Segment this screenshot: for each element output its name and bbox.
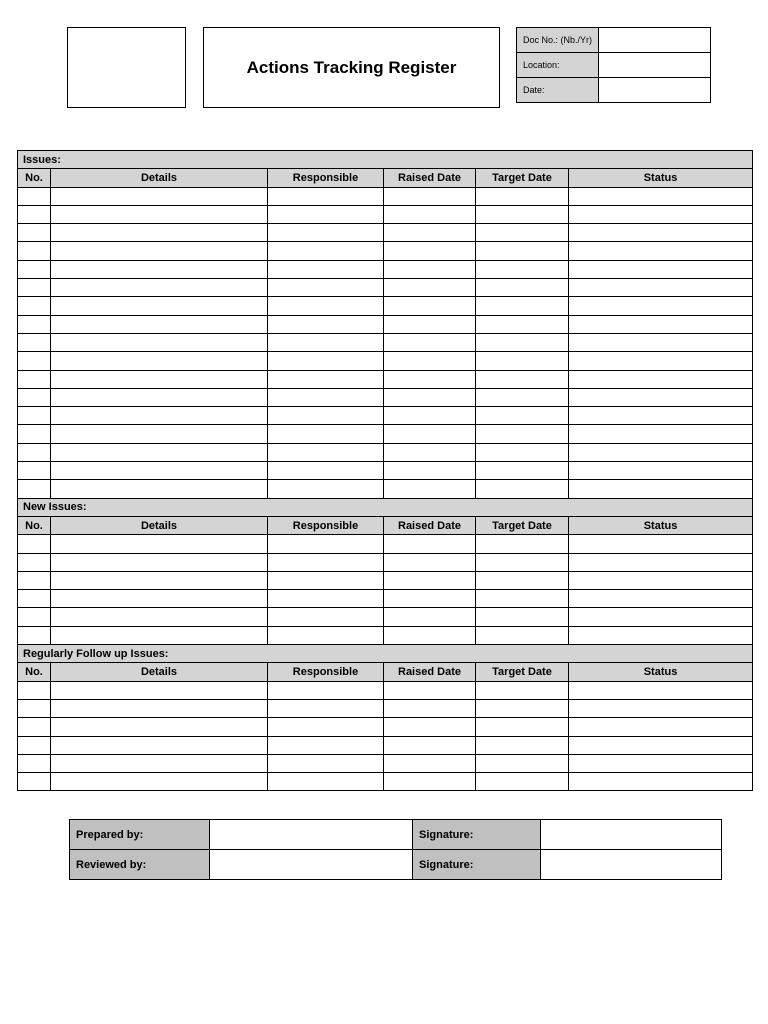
table-row xyxy=(18,571,753,589)
table-row xyxy=(18,681,753,699)
cell-no[interactable] xyxy=(18,352,51,370)
cell-details[interactable] xyxy=(51,297,268,315)
cell-no[interactable] xyxy=(18,535,51,553)
cell-no[interactable] xyxy=(18,388,51,406)
prepared-signature-label: Signature: xyxy=(413,820,541,850)
meta-label-doc-no: Doc No.: (Nb./Yr) xyxy=(517,28,599,53)
cell-raised-date[interactable] xyxy=(384,699,476,717)
table-row xyxy=(18,279,753,297)
table-row xyxy=(18,699,753,717)
meta-row xyxy=(517,28,711,53)
cell-status[interactable] xyxy=(569,462,753,480)
cell-details[interactable] xyxy=(51,352,268,370)
cell-status[interactable] xyxy=(569,187,753,205)
meta-value-location[interactable] xyxy=(599,53,711,78)
cell-responsible[interactable] xyxy=(268,553,384,571)
cell-no[interactable] xyxy=(18,773,51,791)
cell-raised-date[interactable] xyxy=(384,388,476,406)
cell-details[interactable] xyxy=(51,370,268,388)
cell-responsible[interactable] xyxy=(268,297,384,315)
signoff-table xyxy=(69,819,722,880)
cell-no[interactable] xyxy=(18,187,51,205)
cell-responsible[interactable] xyxy=(268,462,384,480)
section-title: New Issues: xyxy=(18,498,753,516)
cell-details[interactable] xyxy=(51,315,268,333)
cell-status[interactable] xyxy=(569,407,753,425)
section-title: Regularly Follow up Issues: xyxy=(18,645,753,663)
cell-details[interactable] xyxy=(51,205,268,223)
table-row xyxy=(18,773,753,791)
cell-responsible[interactable] xyxy=(268,681,384,699)
cell-raised-date[interactable] xyxy=(384,590,476,608)
cell-no[interactable] xyxy=(18,480,51,498)
reviewed-by-label: Reviewed by: xyxy=(70,850,210,880)
column-header-details: Details xyxy=(51,516,268,534)
cell-status[interactable] xyxy=(569,571,753,589)
cell-details[interactable] xyxy=(51,260,268,278)
cell-raised-date[interactable] xyxy=(384,425,476,443)
cell-target-date[interactable] xyxy=(476,370,569,388)
cell-target-date[interactable] xyxy=(476,681,569,699)
cell-details[interactable] xyxy=(51,462,268,480)
cell-raised-date[interactable] xyxy=(384,187,476,205)
cell-no[interactable] xyxy=(18,571,51,589)
cell-no[interactable] xyxy=(18,553,51,571)
column-header-target-date: Target Date xyxy=(476,169,569,187)
cell-responsible[interactable] xyxy=(268,736,384,754)
cell-details[interactable] xyxy=(51,773,268,791)
cell-responsible[interactable] xyxy=(268,388,384,406)
cell-target-date[interactable] xyxy=(476,279,569,297)
table-row xyxy=(18,352,753,370)
cell-raised-date[interactable] xyxy=(384,736,476,754)
cell-target-date[interactable] xyxy=(476,480,569,498)
cell-raised-date[interactable] xyxy=(384,242,476,260)
cell-responsible[interactable] xyxy=(268,773,384,791)
cell-target-date[interactable] xyxy=(476,407,569,425)
cell-target-date[interactable] xyxy=(476,608,569,626)
table-row xyxy=(18,297,753,315)
cell-status[interactable] xyxy=(569,297,753,315)
column-header-target-date: Target Date xyxy=(476,663,569,681)
cell-no[interactable] xyxy=(18,260,51,278)
cell-raised-date[interactable] xyxy=(384,443,476,461)
cell-status[interactable] xyxy=(569,388,753,406)
reviewed-by-field[interactable] xyxy=(210,850,413,880)
cell-target-date[interactable] xyxy=(476,462,569,480)
meta-label-date: Date: xyxy=(517,78,599,103)
cell-responsible[interactable] xyxy=(268,187,384,205)
cell-status[interactable] xyxy=(569,736,753,754)
cell-status[interactable] xyxy=(569,315,753,333)
cell-status[interactable] xyxy=(569,205,753,223)
cell-status[interactable] xyxy=(569,590,753,608)
cell-target-date[interactable] xyxy=(476,553,569,571)
meta-row xyxy=(517,53,711,78)
column-header-status: Status xyxy=(569,516,753,534)
actions-register-table xyxy=(17,150,753,791)
cell-target-date[interactable] xyxy=(476,571,569,589)
table-row xyxy=(18,626,753,644)
cell-raised-date[interactable] xyxy=(384,626,476,644)
cell-details[interactable] xyxy=(51,242,268,260)
cell-target-date[interactable] xyxy=(476,388,569,406)
table-row xyxy=(18,754,753,772)
cell-no[interactable] xyxy=(18,681,51,699)
table-row xyxy=(18,443,753,461)
cell-responsible[interactable] xyxy=(268,279,384,297)
cell-details[interactable] xyxy=(51,590,268,608)
cell-target-date[interactable] xyxy=(476,352,569,370)
cell-status[interactable] xyxy=(569,535,753,553)
column-header-raised-date: Raised Date xyxy=(384,663,476,681)
cell-details[interactable] xyxy=(51,425,268,443)
cell-raised-date[interactable] xyxy=(384,718,476,736)
cell-no[interactable] xyxy=(18,279,51,297)
cell-status[interactable] xyxy=(569,681,753,699)
cell-details[interactable] xyxy=(51,388,268,406)
cell-target-date[interactable] xyxy=(476,535,569,553)
cell-raised-date[interactable] xyxy=(384,260,476,278)
cell-no[interactable] xyxy=(18,242,51,260)
cell-target-date[interactable] xyxy=(476,224,569,242)
cell-target-date[interactable] xyxy=(476,205,569,223)
column-header-responsible: Responsible xyxy=(268,663,384,681)
cell-status[interactable] xyxy=(569,279,753,297)
cell-responsible[interactable] xyxy=(268,480,384,498)
cell-raised-date[interactable] xyxy=(384,462,476,480)
cell-no[interactable] xyxy=(18,297,51,315)
meta-label-location: Location: xyxy=(517,53,599,78)
column-header-row xyxy=(18,663,753,681)
cell-responsible[interactable] xyxy=(268,205,384,223)
signoff-row xyxy=(70,850,722,880)
column-header-row xyxy=(18,516,753,534)
meta-row xyxy=(517,78,711,103)
cell-target-date[interactable] xyxy=(476,425,569,443)
cell-raised-date[interactable] xyxy=(384,571,476,589)
cell-no[interactable] xyxy=(18,462,51,480)
cell-status[interactable] xyxy=(569,370,753,388)
cell-responsible[interactable] xyxy=(268,443,384,461)
cell-raised-date[interactable] xyxy=(384,370,476,388)
cell-no[interactable] xyxy=(18,224,51,242)
cell-details[interactable] xyxy=(51,333,268,351)
column-header-row xyxy=(18,169,753,187)
column-header-details: Details xyxy=(51,169,268,187)
cell-details[interactable] xyxy=(51,535,268,553)
document-meta-table xyxy=(516,27,711,103)
table-row xyxy=(18,718,753,736)
cell-responsible[interactable] xyxy=(268,333,384,351)
cell-status[interactable] xyxy=(569,773,753,791)
cell-responsible[interactable] xyxy=(268,260,384,278)
table-row xyxy=(18,590,753,608)
cell-target-date[interactable] xyxy=(476,590,569,608)
title-box xyxy=(203,27,500,108)
table-row xyxy=(18,553,753,571)
table-row xyxy=(18,535,753,553)
cell-status[interactable] xyxy=(569,608,753,626)
cell-target-date[interactable] xyxy=(476,333,569,351)
cell-details[interactable] xyxy=(51,608,268,626)
cell-raised-date[interactable] xyxy=(384,279,476,297)
cell-status[interactable] xyxy=(569,553,753,571)
cell-target-date[interactable] xyxy=(476,626,569,644)
cell-details[interactable] xyxy=(51,699,268,717)
cell-raised-date[interactable] xyxy=(384,315,476,333)
column-header-no: No. xyxy=(18,516,51,534)
column-header-raised-date: Raised Date xyxy=(384,169,476,187)
cell-status[interactable] xyxy=(569,242,753,260)
cell-details[interactable] xyxy=(51,736,268,754)
cell-status[interactable] xyxy=(569,699,753,717)
cell-raised-date[interactable] xyxy=(384,333,476,351)
cell-details[interactable] xyxy=(51,443,268,461)
column-header-details: Details xyxy=(51,663,268,681)
column-header-raised-date: Raised Date xyxy=(384,516,476,534)
cell-no[interactable] xyxy=(18,626,51,644)
cell-responsible[interactable] xyxy=(268,352,384,370)
column-header-no: No. xyxy=(18,169,51,187)
cell-target-date[interactable] xyxy=(476,718,569,736)
reviewed-signature-field[interactable] xyxy=(541,850,722,880)
cell-responsible[interactable] xyxy=(268,590,384,608)
table-row xyxy=(18,425,753,443)
table-row xyxy=(18,370,753,388)
cell-details[interactable] xyxy=(51,187,268,205)
cell-details[interactable] xyxy=(51,279,268,297)
cell-status[interactable] xyxy=(569,260,753,278)
column-header-no: No. xyxy=(18,663,51,681)
cell-status[interactable] xyxy=(569,425,753,443)
cell-status[interactable] xyxy=(569,626,753,644)
reviewed-signature-label: Signature: xyxy=(413,850,541,880)
cell-responsible[interactable] xyxy=(268,754,384,772)
cell-target-date[interactable] xyxy=(476,297,569,315)
cell-no[interactable] xyxy=(18,407,51,425)
section-title-row xyxy=(18,645,753,663)
cell-no[interactable] xyxy=(18,315,51,333)
column-header-target-date: Target Date xyxy=(476,516,569,534)
prepared-by-label: Prepared by: xyxy=(70,820,210,850)
cell-details[interactable] xyxy=(51,626,268,644)
cell-no[interactable] xyxy=(18,425,51,443)
cell-responsible[interactable] xyxy=(268,370,384,388)
table-row xyxy=(18,608,753,626)
cell-target-date[interactable] xyxy=(476,754,569,772)
cell-no[interactable] xyxy=(18,333,51,351)
cell-details[interactable] xyxy=(51,407,268,425)
section-title: Issues: xyxy=(18,151,753,169)
page-title: Actions Tracking Register xyxy=(246,57,457,77)
prepared-by-field[interactable] xyxy=(210,820,413,850)
cell-raised-date[interactable] xyxy=(384,773,476,791)
cell-raised-date[interactable] xyxy=(384,681,476,699)
table-row xyxy=(18,462,753,480)
cell-target-date[interactable] xyxy=(476,260,569,278)
table-row xyxy=(18,407,753,425)
cell-responsible[interactable] xyxy=(268,315,384,333)
cell-raised-date[interactable] xyxy=(384,297,476,315)
cell-raised-date[interactable] xyxy=(384,535,476,553)
table-row xyxy=(18,205,753,223)
cell-no[interactable] xyxy=(18,205,51,223)
cell-raised-date[interactable] xyxy=(384,352,476,370)
table-row xyxy=(18,388,753,406)
cell-raised-date[interactable] xyxy=(384,407,476,425)
table-row xyxy=(18,736,753,754)
cell-details[interactable] xyxy=(51,553,268,571)
cell-details[interactable] xyxy=(51,224,268,242)
cell-responsible[interactable] xyxy=(268,407,384,425)
cell-target-date[interactable] xyxy=(476,242,569,260)
cell-raised-date[interactable] xyxy=(384,754,476,772)
column-header-status: Status xyxy=(569,663,753,681)
cell-details[interactable] xyxy=(51,754,268,772)
meta-value-doc-no[interactable] xyxy=(599,28,711,53)
cell-raised-date[interactable] xyxy=(384,480,476,498)
column-header-responsible: Responsible xyxy=(268,516,384,534)
table-row xyxy=(18,480,753,498)
column-header-responsible: Responsible xyxy=(268,169,384,187)
cell-target-date[interactable] xyxy=(476,773,569,791)
cell-no[interactable] xyxy=(18,718,51,736)
table-row xyxy=(18,260,753,278)
section-title-row xyxy=(18,151,753,169)
cell-details[interactable] xyxy=(51,480,268,498)
signoff-row xyxy=(70,820,722,850)
cell-details[interactable] xyxy=(51,681,268,699)
cell-status[interactable] xyxy=(569,754,753,772)
cell-raised-date[interactable] xyxy=(384,553,476,571)
cell-target-date[interactable] xyxy=(476,736,569,754)
cell-status[interactable] xyxy=(569,224,753,242)
cell-raised-date[interactable] xyxy=(384,608,476,626)
column-header-status: Status xyxy=(569,169,753,187)
table-row xyxy=(18,224,753,242)
cell-details[interactable] xyxy=(51,718,268,736)
cell-no[interactable] xyxy=(18,370,51,388)
cell-no[interactable] xyxy=(18,699,51,717)
cell-status[interactable] xyxy=(569,718,753,736)
cell-details[interactable] xyxy=(51,571,268,589)
table-row xyxy=(18,242,753,260)
cell-responsible[interactable] xyxy=(268,425,384,443)
meta-value-date[interactable] xyxy=(599,78,711,103)
cell-responsible[interactable] xyxy=(268,571,384,589)
cell-target-date[interactable] xyxy=(476,315,569,333)
cell-responsible[interactable] xyxy=(268,242,384,260)
prepared-signature-field[interactable] xyxy=(541,820,722,850)
cell-no[interactable] xyxy=(18,443,51,461)
cell-target-date[interactable] xyxy=(476,443,569,461)
cell-responsible[interactable] xyxy=(268,626,384,644)
cell-raised-date[interactable] xyxy=(384,205,476,223)
cell-responsible[interactable] xyxy=(268,699,384,717)
cell-no[interactable] xyxy=(18,590,51,608)
table-row xyxy=(18,315,753,333)
cell-target-date[interactable] xyxy=(476,187,569,205)
cell-responsible[interactable] xyxy=(268,608,384,626)
cell-status[interactable] xyxy=(569,443,753,461)
cell-no[interactable] xyxy=(18,754,51,772)
cell-no[interactable] xyxy=(18,608,51,626)
cell-status[interactable] xyxy=(569,480,753,498)
cell-responsible[interactable] xyxy=(268,718,384,736)
cell-status[interactable] xyxy=(569,352,753,370)
section-title-row xyxy=(18,498,753,516)
cell-raised-date[interactable] xyxy=(384,224,476,242)
cell-no[interactable] xyxy=(18,736,51,754)
cell-responsible[interactable] xyxy=(268,535,384,553)
table-row xyxy=(18,333,753,351)
cell-status[interactable] xyxy=(569,333,753,351)
cell-responsible[interactable] xyxy=(268,224,384,242)
cell-target-date[interactable] xyxy=(476,699,569,717)
table-row xyxy=(18,187,753,205)
logo-placeholder xyxy=(67,27,186,108)
